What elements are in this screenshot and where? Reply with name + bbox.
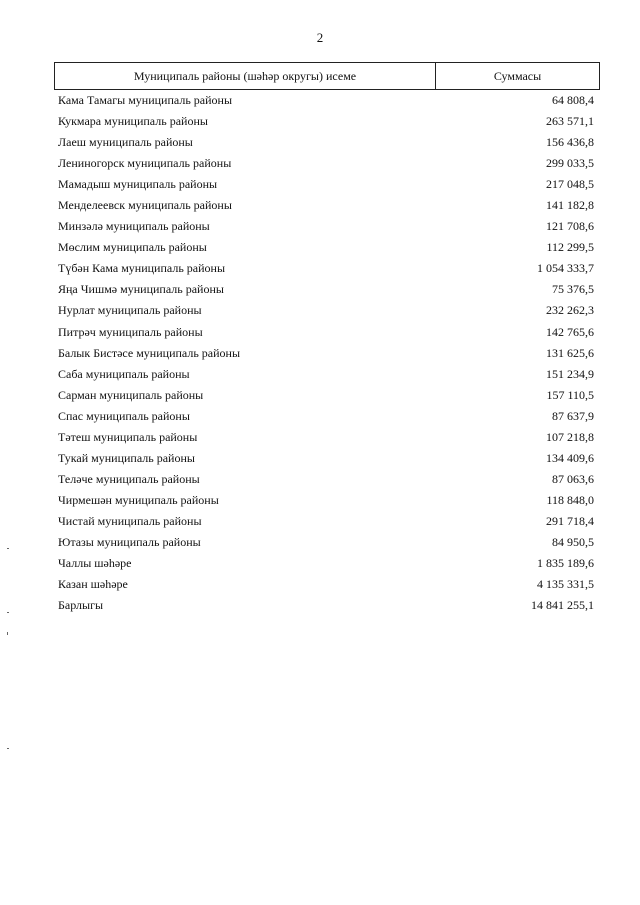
row-name: Казан шәһәре xyxy=(58,577,128,592)
row-name: Нурлат муниципаль районы xyxy=(58,303,202,318)
row-value: 291 718,4 xyxy=(546,513,594,528)
row-name: Менделеевск муниципаль районы xyxy=(58,198,232,213)
table-row xyxy=(58,574,594,595)
row-name: Тәтеш муниципаль районы xyxy=(58,429,198,444)
column-header-sum: Суммасы xyxy=(493,68,542,83)
table-row xyxy=(58,364,594,385)
table-row xyxy=(58,448,594,469)
column-header-name: Муниципаль районы (шәһәр округы) исеме xyxy=(55,63,436,89)
table-row xyxy=(58,511,594,532)
scan-speck xyxy=(7,612,9,613)
row-name: Тукай муниципаль районы xyxy=(58,450,195,465)
row-value: 118 848,0 xyxy=(546,492,594,507)
row-value: 1 835 189,6 xyxy=(537,556,594,571)
row-name: Мамадыш муниципаль районы xyxy=(58,177,218,192)
row-value: 107 218,8 xyxy=(546,429,594,444)
table-row xyxy=(58,343,594,364)
row-name: Спас муниципаль районы xyxy=(58,408,190,423)
table-row xyxy=(58,279,594,300)
row-value: 75 376,5 xyxy=(552,282,594,297)
table-row xyxy=(58,532,594,553)
row-name: Кукмара муниципаль районы xyxy=(58,114,208,129)
row-name: Балык Бистәсе муниципаль районы xyxy=(58,345,241,360)
row-value: 121 708,6 xyxy=(546,219,594,234)
table-row xyxy=(58,216,594,237)
table-row xyxy=(58,195,594,216)
row-name: Түбән Кама муниципаль районы xyxy=(58,261,226,276)
table-row xyxy=(58,553,594,574)
row-value: 131 625,6 xyxy=(546,345,594,360)
scan-speck xyxy=(7,632,8,635)
table-row xyxy=(58,90,594,111)
page-number: 2 xyxy=(316,30,324,45)
row-name: Сарман муниципаль районы xyxy=(58,387,204,402)
table-body xyxy=(58,90,594,616)
row-name: Питрәч муниципаль районы xyxy=(58,324,203,339)
table-row xyxy=(58,132,594,153)
row-name: Чистай муниципаль районы xyxy=(58,513,202,528)
table-row xyxy=(58,300,594,321)
row-name: Яңа Чишмә муниципаль районы xyxy=(58,282,224,297)
table-row xyxy=(58,237,594,258)
row-name: Минзәлә муниципаль районы xyxy=(58,219,210,234)
row-value: 299 033,5 xyxy=(546,156,594,171)
row-value: 157 110,5 xyxy=(546,387,594,402)
row-name: Кама Тамагы муниципаль районы xyxy=(58,93,233,108)
row-value: 14 841 255,1 xyxy=(531,598,594,613)
row-name: Чирмешән муниципаль районы xyxy=(58,492,219,507)
table-row xyxy=(58,153,594,174)
row-value: 87 637,9 xyxy=(552,408,594,423)
row-name: Ютазы муниципаль районы xyxy=(58,535,201,549)
table-row xyxy=(58,469,594,490)
row-name: Лениногорск муниципаль районы xyxy=(58,156,232,171)
table-row xyxy=(58,111,594,132)
table-row xyxy=(58,490,594,511)
row-value: 142 765,6 xyxy=(546,324,594,339)
row-value: 263 571,1 xyxy=(546,114,594,129)
table-row xyxy=(58,322,594,343)
scan-speck xyxy=(7,748,9,749)
table-header xyxy=(54,62,600,90)
row-value: 112 299,5 xyxy=(546,240,594,255)
table-row xyxy=(58,385,594,406)
row-name: Барлыгы xyxy=(58,598,104,613)
row-value: 217 048,5 xyxy=(546,177,594,192)
row-value: 134 409,6 xyxy=(546,450,594,465)
row-value: 64 808,4 xyxy=(552,93,594,108)
row-value: 156 436,8 xyxy=(546,135,594,150)
row-value: 232 262,3 xyxy=(546,303,594,318)
row-value: 87 063,6 xyxy=(552,471,594,486)
row-name: Чаллы шәһәре xyxy=(58,556,132,571)
row-value: 141 182,8 xyxy=(546,198,594,213)
row-value: 1 054 333,7 xyxy=(537,261,594,276)
row-name: Мөслим муниципаль районы xyxy=(58,240,207,255)
row-value: 84 950,5 xyxy=(552,535,594,549)
row-name: Теләче муниципаль районы xyxy=(58,471,200,486)
table-row xyxy=(58,406,594,427)
table-row-total xyxy=(58,595,594,616)
row-value: 4 135 331,5 xyxy=(537,577,594,592)
table-row xyxy=(58,174,594,195)
table-row xyxy=(58,427,594,448)
scan-speck xyxy=(7,548,9,549)
table-row xyxy=(58,258,594,279)
row-name: Лаеш муниципаль районы xyxy=(58,135,193,150)
row-value: 151 234,9 xyxy=(546,366,594,381)
row-name: Саба муниципаль районы xyxy=(58,366,190,381)
